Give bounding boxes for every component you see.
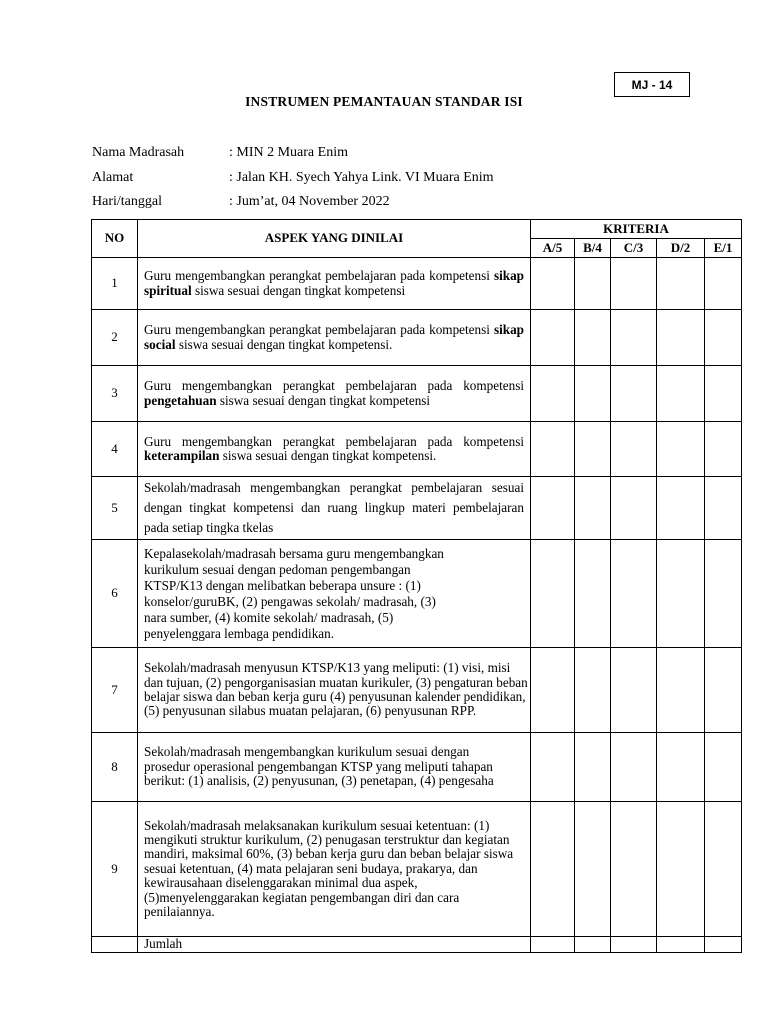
table-row <box>92 422 742 477</box>
aspect-text: Sekolah/madrasah melaksanakan kurikulum sesuai ketentuan: (1) mengikuti struktur kurikulum, (2) penugasan terstruktur dan kegiatan mandiri, maksimal 60%, (3) beban kerja guru dan beban belajar siswa sesuai ketentuan, (4) mata pelajaran seni budaya, prakarya, dan kewirausahaan diselenggarakan minimal dua aspek, (5)menyelenggarakan kegiatan pengembangan diri dan cara penilaiannya. <box>144 817 514 920</box>
score-cell-b[interactable] <box>575 540 611 648</box>
criteria-e: E/1 <box>705 239 742 258</box>
table-row <box>92 802 742 937</box>
info-label: Hari/tanggal <box>92 194 162 209</box>
score-cell-e[interactable] <box>705 310 742 366</box>
aspect-emphasis: sikap social <box>144 322 524 352</box>
score-cell-d[interactable] <box>657 477 705 540</box>
table-total-row <box>92 937 742 953</box>
score-cell-a[interactable] <box>531 540 575 648</box>
score-cell-b[interactable] <box>575 366 611 422</box>
aspect-text: Kepalasekolah/madrasah bersama guru mengembangkan kurikulum sesuai dengan pedoman pengembangan KTSP/K13 dengan melibatkan beberapa unsure : (1) konselor/guruBK, (2) pengawas sekolah/ madrasah, (3) nara sumber, (4) komite sekolah/ madrasah, (5) penyelenggara lembaga pendidikan. <box>144 545 444 641</box>
score-cell-e[interactable] <box>705 422 742 477</box>
score-cell-e[interactable] <box>705 802 742 937</box>
column-header-aspect: ASPEK YANG DINILAI <box>138 220 531 258</box>
score-cell-a[interactable] <box>531 258 575 310</box>
row-aspect <box>138 540 531 648</box>
aspect-text: Guru mengembangkan perangkat pembelajaran pada kompetensi <box>144 433 524 449</box>
score-cell-e[interactable] <box>705 258 742 310</box>
row-aspect <box>138 733 531 802</box>
aspect-text: Sekolah/madrasah menyusun KTSP/K13 yang meliputi: (1) visi, misi dan tujuan, (2) pengorganisasian muatan kurikuler, (3) pengaturan beban belajar siswa dan beban kerja guru (4) penyusunan kalender pendidikan,(5) penyusunan silabus muatan pelajaran, (6) penyusunan RPP. <box>144 660 528 719</box>
table-header-row <box>92 220 742 239</box>
score-cell-b[interactable] <box>575 310 611 366</box>
score-cell-a[interactable] <box>531 310 575 366</box>
info-label: Alamat <box>92 170 134 185</box>
score-cell-e[interactable] <box>705 733 742 802</box>
aspect-text-end: siswa sesuai dengan tingkat kompetensi. <box>219 448 437 463</box>
score-cell-c[interactable] <box>611 366 657 422</box>
row-number: 1 <box>92 258 138 310</box>
table-row <box>92 648 742 733</box>
document-code: MJ - 14 <box>631 77 673 92</box>
aspect-text-end: siswa sesuai dengan tingkat kompetensi <box>191 282 406 298</box>
score-cell-b[interactable] <box>575 258 611 310</box>
score-cell-a[interactable] <box>531 366 575 422</box>
score-cell-a[interactable] <box>531 422 575 477</box>
score-cell-b[interactable] <box>575 648 611 733</box>
score-cell-b[interactable] <box>575 733 611 802</box>
criteria-d: D/2 <box>657 239 705 258</box>
row-number: 5 <box>92 477 138 540</box>
table-row <box>92 310 742 366</box>
criteria-a: A/5 <box>531 239 575 258</box>
row-number: 6 <box>92 540 138 648</box>
score-cell-c[interactable] <box>611 422 657 477</box>
score-cell-c[interactable] <box>611 802 657 937</box>
table-row <box>92 733 742 802</box>
table-row <box>92 477 742 540</box>
row-aspect <box>138 258 531 310</box>
info-value: : Jum’at, 04 November 2022 <box>229 194 390 209</box>
row-number: 2 <box>92 310 138 366</box>
aspect-text: Guru mengembangkan perangkat pembelajaran pada kompetensi <box>144 322 494 338</box>
score-cell-c[interactable] <box>611 648 657 733</box>
row-aspect <box>138 310 531 366</box>
row-number: 4 <box>92 422 138 477</box>
assessment-table <box>91 219 742 953</box>
row-aspect <box>138 366 531 422</box>
score-cell-d[interactable] <box>657 310 705 366</box>
score-cell-c[interactable] <box>611 540 657 648</box>
score-cell-d[interactable] <box>657 648 705 733</box>
score-cell-a[interactable] <box>531 733 575 802</box>
total-cell-c[interactable] <box>611 937 657 953</box>
criteria-c: C/3 <box>611 239 657 258</box>
total-cell-b[interactable] <box>575 937 611 953</box>
aspect-emphasis: keterampilan <box>144 448 220 463</box>
info-value: : Jalan KH. Syech Yahya Link. VI Muara Enim <box>229 170 494 185</box>
score-cell-d[interactable] <box>657 733 705 802</box>
aspect-text: Guru mengembangkan perangkat pembelajaran pada kompetensi <box>144 268 494 284</box>
score-cell-c[interactable] <box>611 310 657 366</box>
aspect-text-end: siswa sesuai dengan tingkat kompetensi. <box>175 336 393 352</box>
score-cell-d[interactable] <box>657 422 705 477</box>
aspect-text-end: siswa sesuai dengan tingkat kompetensi <box>216 392 431 408</box>
table-row <box>92 258 742 310</box>
score-cell-a[interactable] <box>531 477 575 540</box>
row-aspect <box>138 477 531 540</box>
score-cell-b[interactable] <box>575 802 611 937</box>
total-cell-a[interactable] <box>531 937 575 953</box>
row-aspect <box>138 422 531 477</box>
document-title: INSTRUMEN PEMANTAUAN STANDAR ISI <box>245 94 523 109</box>
score-cell-c[interactable] <box>611 733 657 802</box>
column-header-criteria: KRITERIA <box>531 220 742 239</box>
aspect-text: Sekolah/madrasah mengembangkan kurikulum sesuai dengan prosedur operasional pengembangan KTSP yang meliputi tahapan berikut: (1) analisis, (2) penyusunan, (3) penetapan, (4) pengesaha <box>144 744 494 789</box>
score-cell-a[interactable] <box>531 802 575 937</box>
criteria-b: B/4 <box>575 239 611 258</box>
info-label: Nama Madrasah <box>92 145 185 160</box>
score-cell-d[interactable] <box>657 802 705 937</box>
score-cell-e[interactable] <box>705 540 742 648</box>
row-number: 9 <box>92 802 138 937</box>
total-label: Jumlah <box>138 937 531 953</box>
score-cell-d[interactable] <box>657 258 705 310</box>
row-number: 3 <box>92 366 138 422</box>
total-number-cell <box>92 937 138 953</box>
aspect-text: Sekolah/madrasah mengembangkan perangkat pembelajaran sesuai dengan tingkat kompetensi dan ruang lingkup materi pembelajaran pada setiap tingka tkelas <box>144 480 524 535</box>
score-cell-c[interactable] <box>611 477 657 540</box>
row-number: 8 <box>92 733 138 802</box>
score-cell-a[interactable] <box>531 648 575 733</box>
score-cell-e[interactable] <box>705 648 742 733</box>
table-row <box>92 540 742 648</box>
score-cell-e[interactable] <box>705 366 742 422</box>
info-value: : MIN 2 Muara Enim <box>229 145 348 160</box>
row-aspect <box>138 648 531 733</box>
score-cell-d[interactable] <box>657 540 705 648</box>
aspect-text: Guru mengembangkan perangkat pembelajaran pada kompetensi <box>144 378 524 394</box>
aspect-emphasis: pengetahuan <box>144 392 217 408</box>
total-cell-d[interactable] <box>657 937 705 953</box>
score-cell-b[interactable] <box>575 422 611 477</box>
aspect-emphasis: sikap spiritual <box>144 268 524 298</box>
score-cell-d[interactable] <box>657 366 705 422</box>
column-header-no: NO <box>92 220 138 258</box>
score-cell-b[interactable] <box>575 477 611 540</box>
score-cell-e[interactable] <box>705 477 742 540</box>
row-aspect <box>138 802 531 937</box>
total-cell-e[interactable] <box>705 937 742 953</box>
table-row <box>92 366 742 422</box>
score-cell-c[interactable] <box>611 258 657 310</box>
row-number: 7 <box>92 648 138 733</box>
